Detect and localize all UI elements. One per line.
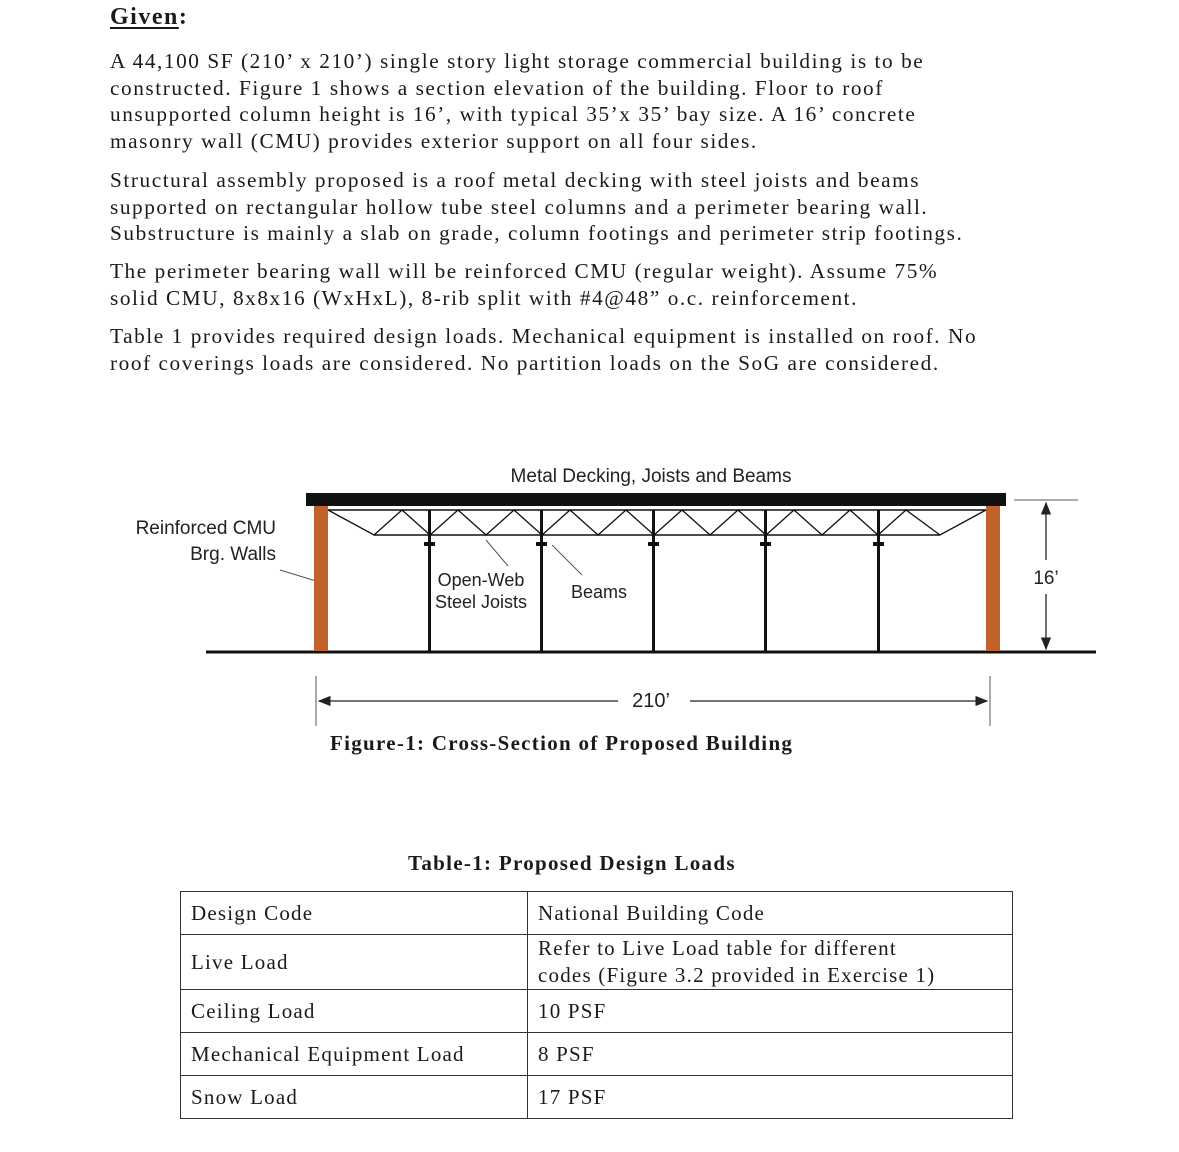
table-row	[181, 935, 1013, 990]
figure-caption: Figure-1: Cross-Section of Proposed Building	[330, 731, 794, 755]
table-key-cell: Ceiling Load	[181, 990, 528, 1033]
heading-text: Given	[110, 4, 179, 30]
paragraph-line: constructed. Figure 1 shows a section elevation of the building. Floor to roof	[110, 75, 884, 100]
table-row	[181, 990, 1013, 1033]
steel-column	[652, 510, 655, 652]
paragraph-building-description	[110, 48, 1110, 154]
table-key-cell: Mechanical Equipment Load	[181, 1033, 528, 1076]
column-cap	[873, 542, 884, 546]
wall-label-line2: Brg. Walls	[190, 544, 276, 565]
beam-leader-line	[552, 545, 582, 575]
column-cap	[536, 542, 547, 546]
table-caption: Table-1: Proposed Design Loads	[408, 851, 736, 875]
table-value-cell	[528, 1033, 1013, 1076]
paragraph-line: supported on rectangular hollow tube steel columns and a perimeter bearing wall.	[110, 194, 929, 219]
table-value-line: Refer to Live Load table for different	[538, 936, 897, 960]
beams-label: Beams	[570, 582, 628, 602]
cross-section-figure	[0, 440, 1179, 730]
paragraph-line: Table 1 provides required design loads. Mechanical equipment is installed on roof. No	[110, 324, 978, 348]
width-dimension-label: 210’	[632, 690, 670, 712]
paragraph-line: roof coverings loads are considered. No partition loads on the SoG are considered.	[110, 350, 940, 375]
left-bearing-wall	[314, 505, 328, 651]
table-value-line: National Building Code	[538, 900, 766, 925]
joist-label-line1: Open-Web	[437, 570, 525, 590]
paragraph-bearing-wall	[110, 258, 1110, 311]
table-value-cell	[528, 990, 1013, 1033]
column-cap	[648, 542, 659, 546]
steel-column	[877, 510, 880, 652]
joist-label-line2: Steel Joists	[434, 592, 528, 612]
steel-column	[428, 510, 431, 652]
right-bearing-wall	[986, 505, 1000, 651]
paragraph-line: A 44,100 SF (210’ x 210’) single story light storage commercial building is to be	[110, 49, 925, 73]
table-value-line: 17 PSF	[538, 1084, 607, 1109]
page-heading	[110, 4, 188, 31]
paragraph-structural-assembly	[110, 167, 1110, 247]
table-key-cell: Design Code	[181, 892, 528, 935]
roof-label: Metal Decking, Joists and Beams	[510, 466, 792, 487]
paragraph-line: The perimeter bearing wall will be reinforced CMU (regular weight). Assume 75%	[110, 259, 939, 283]
paragraph-design-loads	[110, 323, 1110, 376]
table-row	[181, 1033, 1013, 1076]
table-value-cell	[528, 892, 1013, 935]
roof-deck	[306, 493, 1006, 506]
table-value-cell	[528, 935, 1013, 990]
paragraph-line: solid CMU, 8x8x16 (WxHxL), 8-rib split with #4@48” o.c. reinforcement.	[110, 285, 858, 310]
table-key-cell: Live Load	[181, 935, 528, 990]
design-loads-table	[180, 891, 1013, 1119]
heading-colon: :	[178, 4, 189, 30]
wall-label-line1: Reinforced CMU	[135, 518, 276, 539]
paragraph-line: masonry wall (CMU) provides exterior support on all four sides.	[110, 128, 758, 153]
steel-column	[764, 510, 767, 652]
column-cap	[760, 542, 771, 546]
table-value-line: 8 PSF	[538, 1041, 595, 1066]
height-dimension-label: 16’	[1033, 568, 1059, 589]
joist-leader-line	[486, 540, 508, 566]
table-value-line: 10 PSF	[538, 998, 607, 1023]
joist-web	[328, 510, 986, 535]
table-value-line: codes (Figure 3.2 provided in Exercise 1)	[538, 963, 936, 987]
table-row	[181, 1076, 1013, 1119]
steel-column	[540, 510, 543, 652]
paragraph-line: Substructure is mainly a slab on grade, column footings and perimeter strip footings.	[110, 221, 964, 245]
table-row	[181, 892, 1013, 935]
paragraph-line: Structural assembly proposed is a roof metal decking with steel joists and beams	[110, 168, 921, 192]
table-value-cell	[528, 1076, 1013, 1119]
wall-leader-line	[280, 570, 316, 581]
column-cap	[424, 542, 435, 546]
paragraph-line: unsupported column height is 16’, with typical 35’x 35’ bay size. A 16’ concrete	[110, 102, 917, 126]
table-key-cell: Snow Load	[181, 1076, 528, 1119]
